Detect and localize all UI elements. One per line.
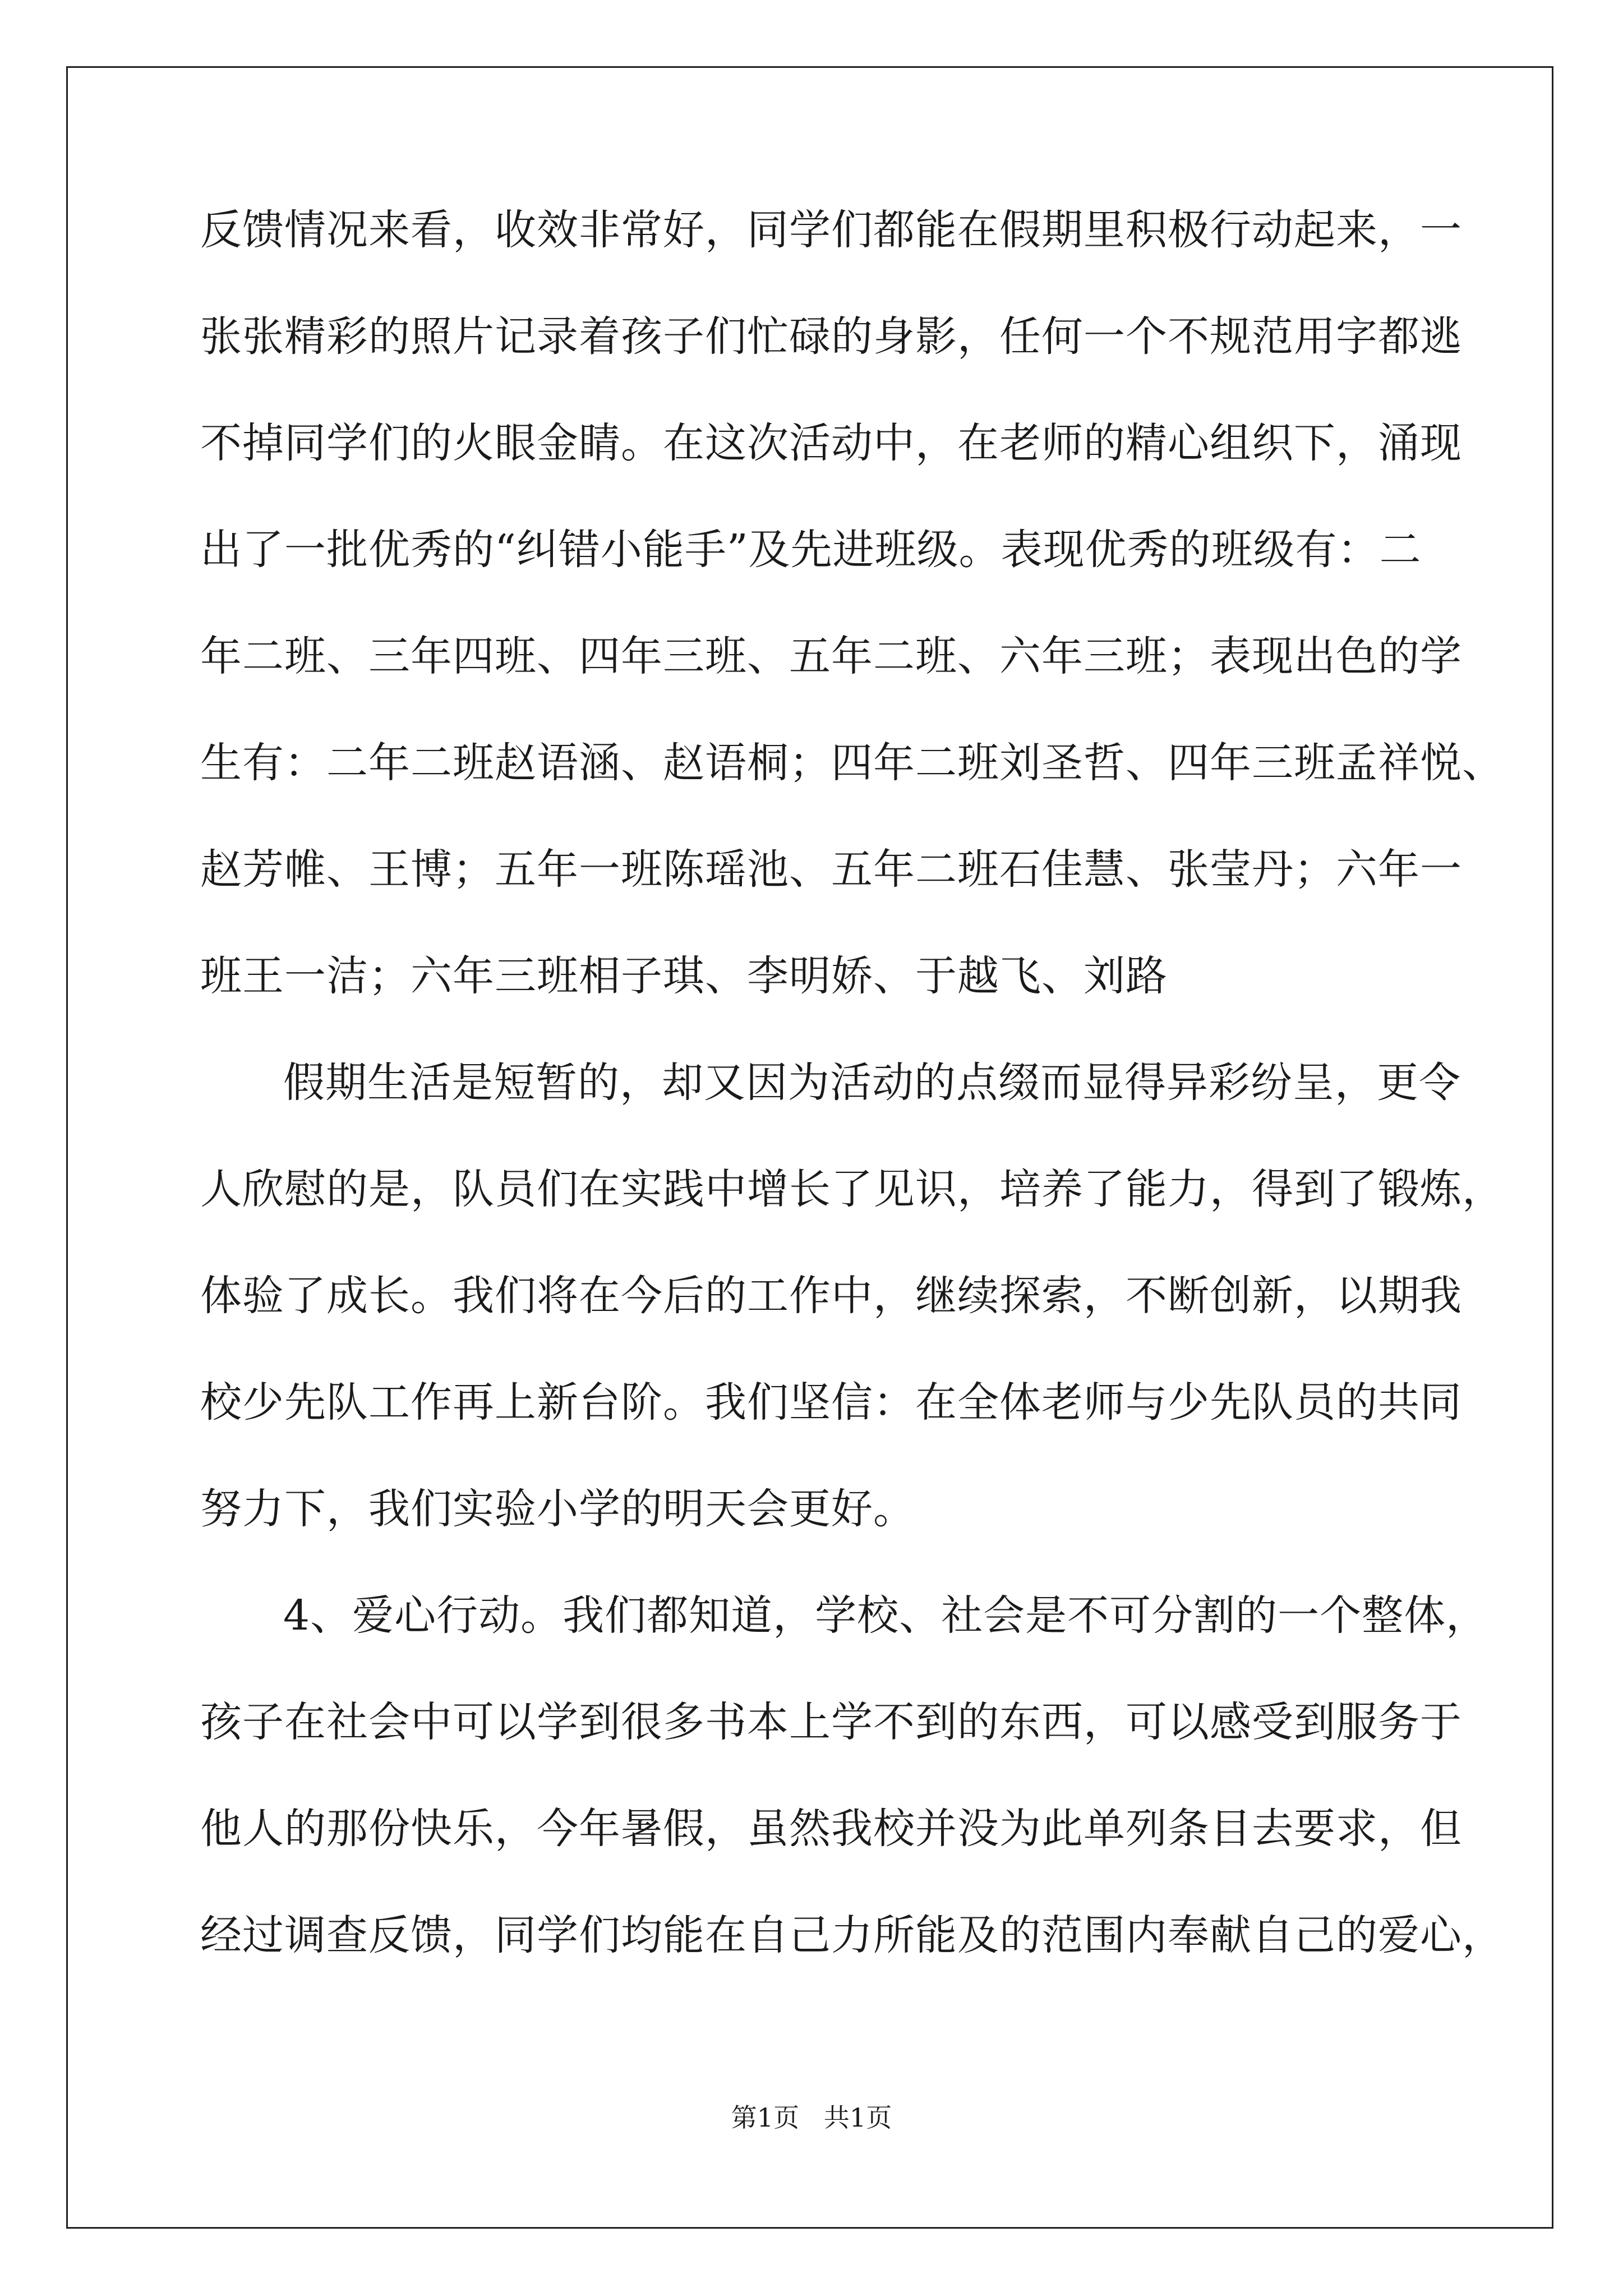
body-line-15: 孩子在社会中可以学到很多书本上学不到的东西，可以感受到服务于: [200, 1698, 1462, 1746]
body-line-17: 经过调查反馈，同学们均能在自己力所能及的范围内奉献自己的爱心，: [200, 1911, 1504, 1959]
body-line-16: 他人的那份快乐，今年暑假，虽然我校并没为此单列条目去要求，但: [200, 1805, 1462, 1853]
body-line-14: 4、爱心行动。我们都知道，学校、社会是不可分割的一个整体，: [283, 1591, 1488, 1640]
body-line-3: 不掉同学们的火眼金睛。在这次活动中，在老师的精心组织下，涌现: [200, 419, 1462, 467]
body-line-6: 生有：二年二班赵语涵、赵语桐；四年二班刘圣哲、四年三班孟祥悦、: [200, 739, 1504, 787]
body-line-2: 张张精彩的照片记录着孩子们忙碌的身影，任何一个不规范用字都逃: [200, 312, 1462, 361]
body-line-11: 体验了成长。我们将在今后的工作中，继续探索，不断创新，以期我: [200, 1272, 1462, 1320]
page-frame: [66, 66, 1553, 2229]
body-line-13: 努力下，我们实验小学的明天会更好。: [200, 1485, 915, 1533]
body-line-4: 出了一批优秀的“纠错小能手”及先进班级。表现优秀的班级有：二: [200, 526, 1422, 574]
page-number-footer: 第1页 共1页: [731, 2102, 892, 2133]
body-line-12: 校少先队工作再上新台阶。我们坚信：在全体老师与少先队员的共同: [200, 1378, 1462, 1427]
body-line-8: 班王一洁；六年三班相子琪、李明娇、于越飞、刘路: [200, 952, 1168, 1000]
body-line-10: 人欣慰的是，队员们在实践中增长了见识，培养了能力，得到了锻炼，: [200, 1165, 1504, 1213]
body-line-1: 反馈情况来看，收效非常好，同学们都能在假期里积极行动起来，一: [200, 206, 1462, 254]
body-line-5: 年二班、三年四班、四年三班、五年二班、六年三班；表现出色的学: [200, 632, 1462, 680]
body-line-7: 赵芳帷、王博；五年一班陈瑶池、五年二班石佳慧、张莹丹；六年一: [200, 845, 1462, 894]
body-line-9: 假期生活是短暂的，却又因为活动的点缀而显得异彩纷呈，更令: [283, 1059, 1461, 1107]
